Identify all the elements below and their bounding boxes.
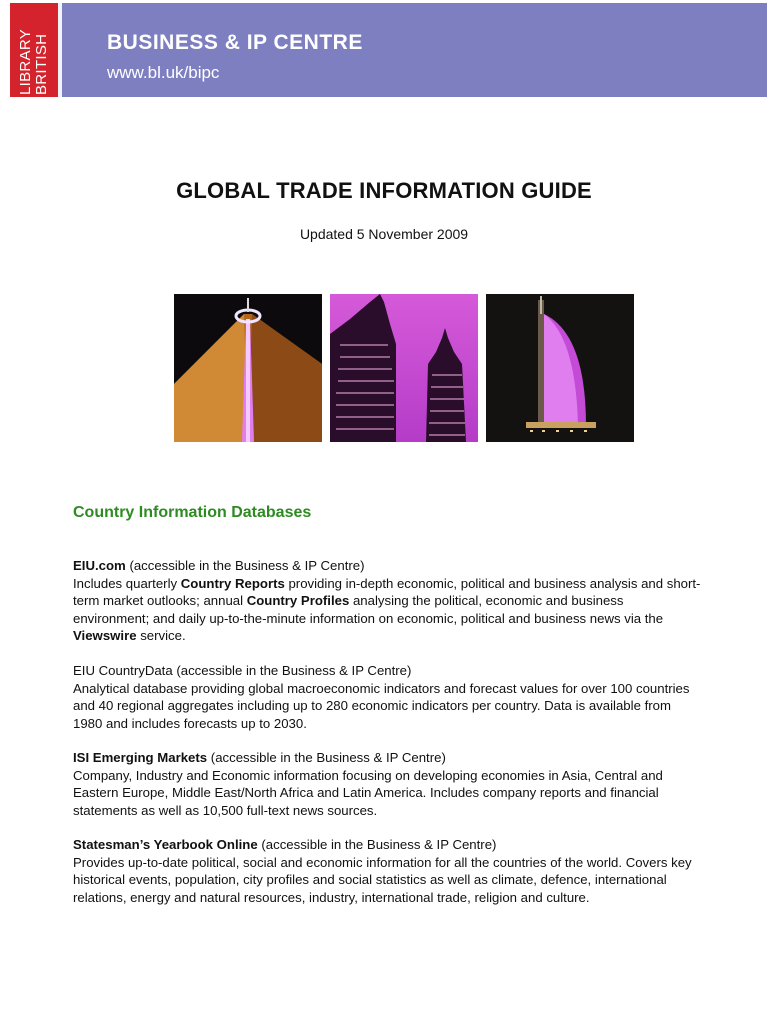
entry-access-note: (accessible in the Business & IP Centre) (176, 663, 412, 678)
photo-twin-towers (330, 294, 478, 442)
entry-term-country-reports: Country Reports (180, 575, 285, 591)
document-title: GLOBAL TRADE INFORMATION GUIDE (176, 178, 592, 203)
header-banner (10, 3, 767, 97)
entry-term-viewswire: Viewswire (73, 628, 137, 643)
entry-title-statesmans-yearbook[interactable]: Statesman’s Yearbook Online (73, 837, 258, 852)
entry-title-isi-emerging-markets[interactable]: ISI Emerging Markets (73, 750, 208, 765)
entry-desc-part: providing in-depth economic, political and business analysis and short-term market outlooks; annual (73, 575, 701, 608)
entry-access-note: (accessible in the Business & IP Centre) (261, 837, 497, 852)
entry-description: Provides up-to-date political, social and economic information for all the countries of the world. Covers key historical events, population, city profiles and social statistics as well as climate, defence, international relations, energy and natural resources, industry, international trade, religion and culture. (73, 854, 692, 905)
entry-statesmans-yearbook (73, 836, 703, 906)
banner-title: BUSINESS & IP CENTRE (107, 31, 363, 54)
photo-burj-al-arab (486, 294, 634, 442)
entry-title-eiu-com[interactable]: EIU.com (73, 558, 126, 573)
entry-term-country-profiles: Country Profiles (246, 593, 350, 608)
photo-tower-night (174, 294, 322, 442)
logo-line-british: BRITISH (33, 33, 50, 95)
entry-access-note: (accessible in the Business & IP Centre) (129, 558, 365, 573)
entry-access-note: (accessible in the Business & IP Centre) (210, 750, 446, 765)
section-heading: Country Information Databases (73, 504, 312, 521)
entry-desc-part: service. (136, 628, 186, 643)
entry-desc-part: Includes quarterly (73, 575, 181, 591)
banner-url-link[interactable]: www.bl.uk/bipc (107, 63, 220, 82)
logo-divider (58, 3, 62, 97)
entry-title-eiu-countrydata[interactable]: EIU CountryData (73, 663, 173, 678)
entry-eiu-com (73, 557, 703, 645)
entry-eiu-countrydata (73, 662, 703, 732)
entry-description: Analytical database providing global macroeconomic indicators and forecast values for over 100 countries and 40 regional aggregates including up to 280 economic indicators per country. Data is available from 1980 and includes forecasts up to 2030. (73, 680, 690, 731)
entry-desc-part: analysing the political, economic and business environment; and daily up-to-the-minute information on economic, political and business news via the (73, 593, 664, 626)
updated-date: Updated 5 November 2009 (299, 226, 469, 242)
british-library-logo[interactable] (10, 3, 58, 97)
entry-isi-emerging-markets (73, 749, 703, 819)
logo-line-library: LIBRARY (17, 28, 34, 95)
entry-description: Company, Industry and Economic information focusing on developing economies in Asia, Central and Eastern Europe, Middle East/North Africa and Latin America. Includes company reports and financial statements as well as 10,500 full-text news sources. (73, 767, 663, 818)
